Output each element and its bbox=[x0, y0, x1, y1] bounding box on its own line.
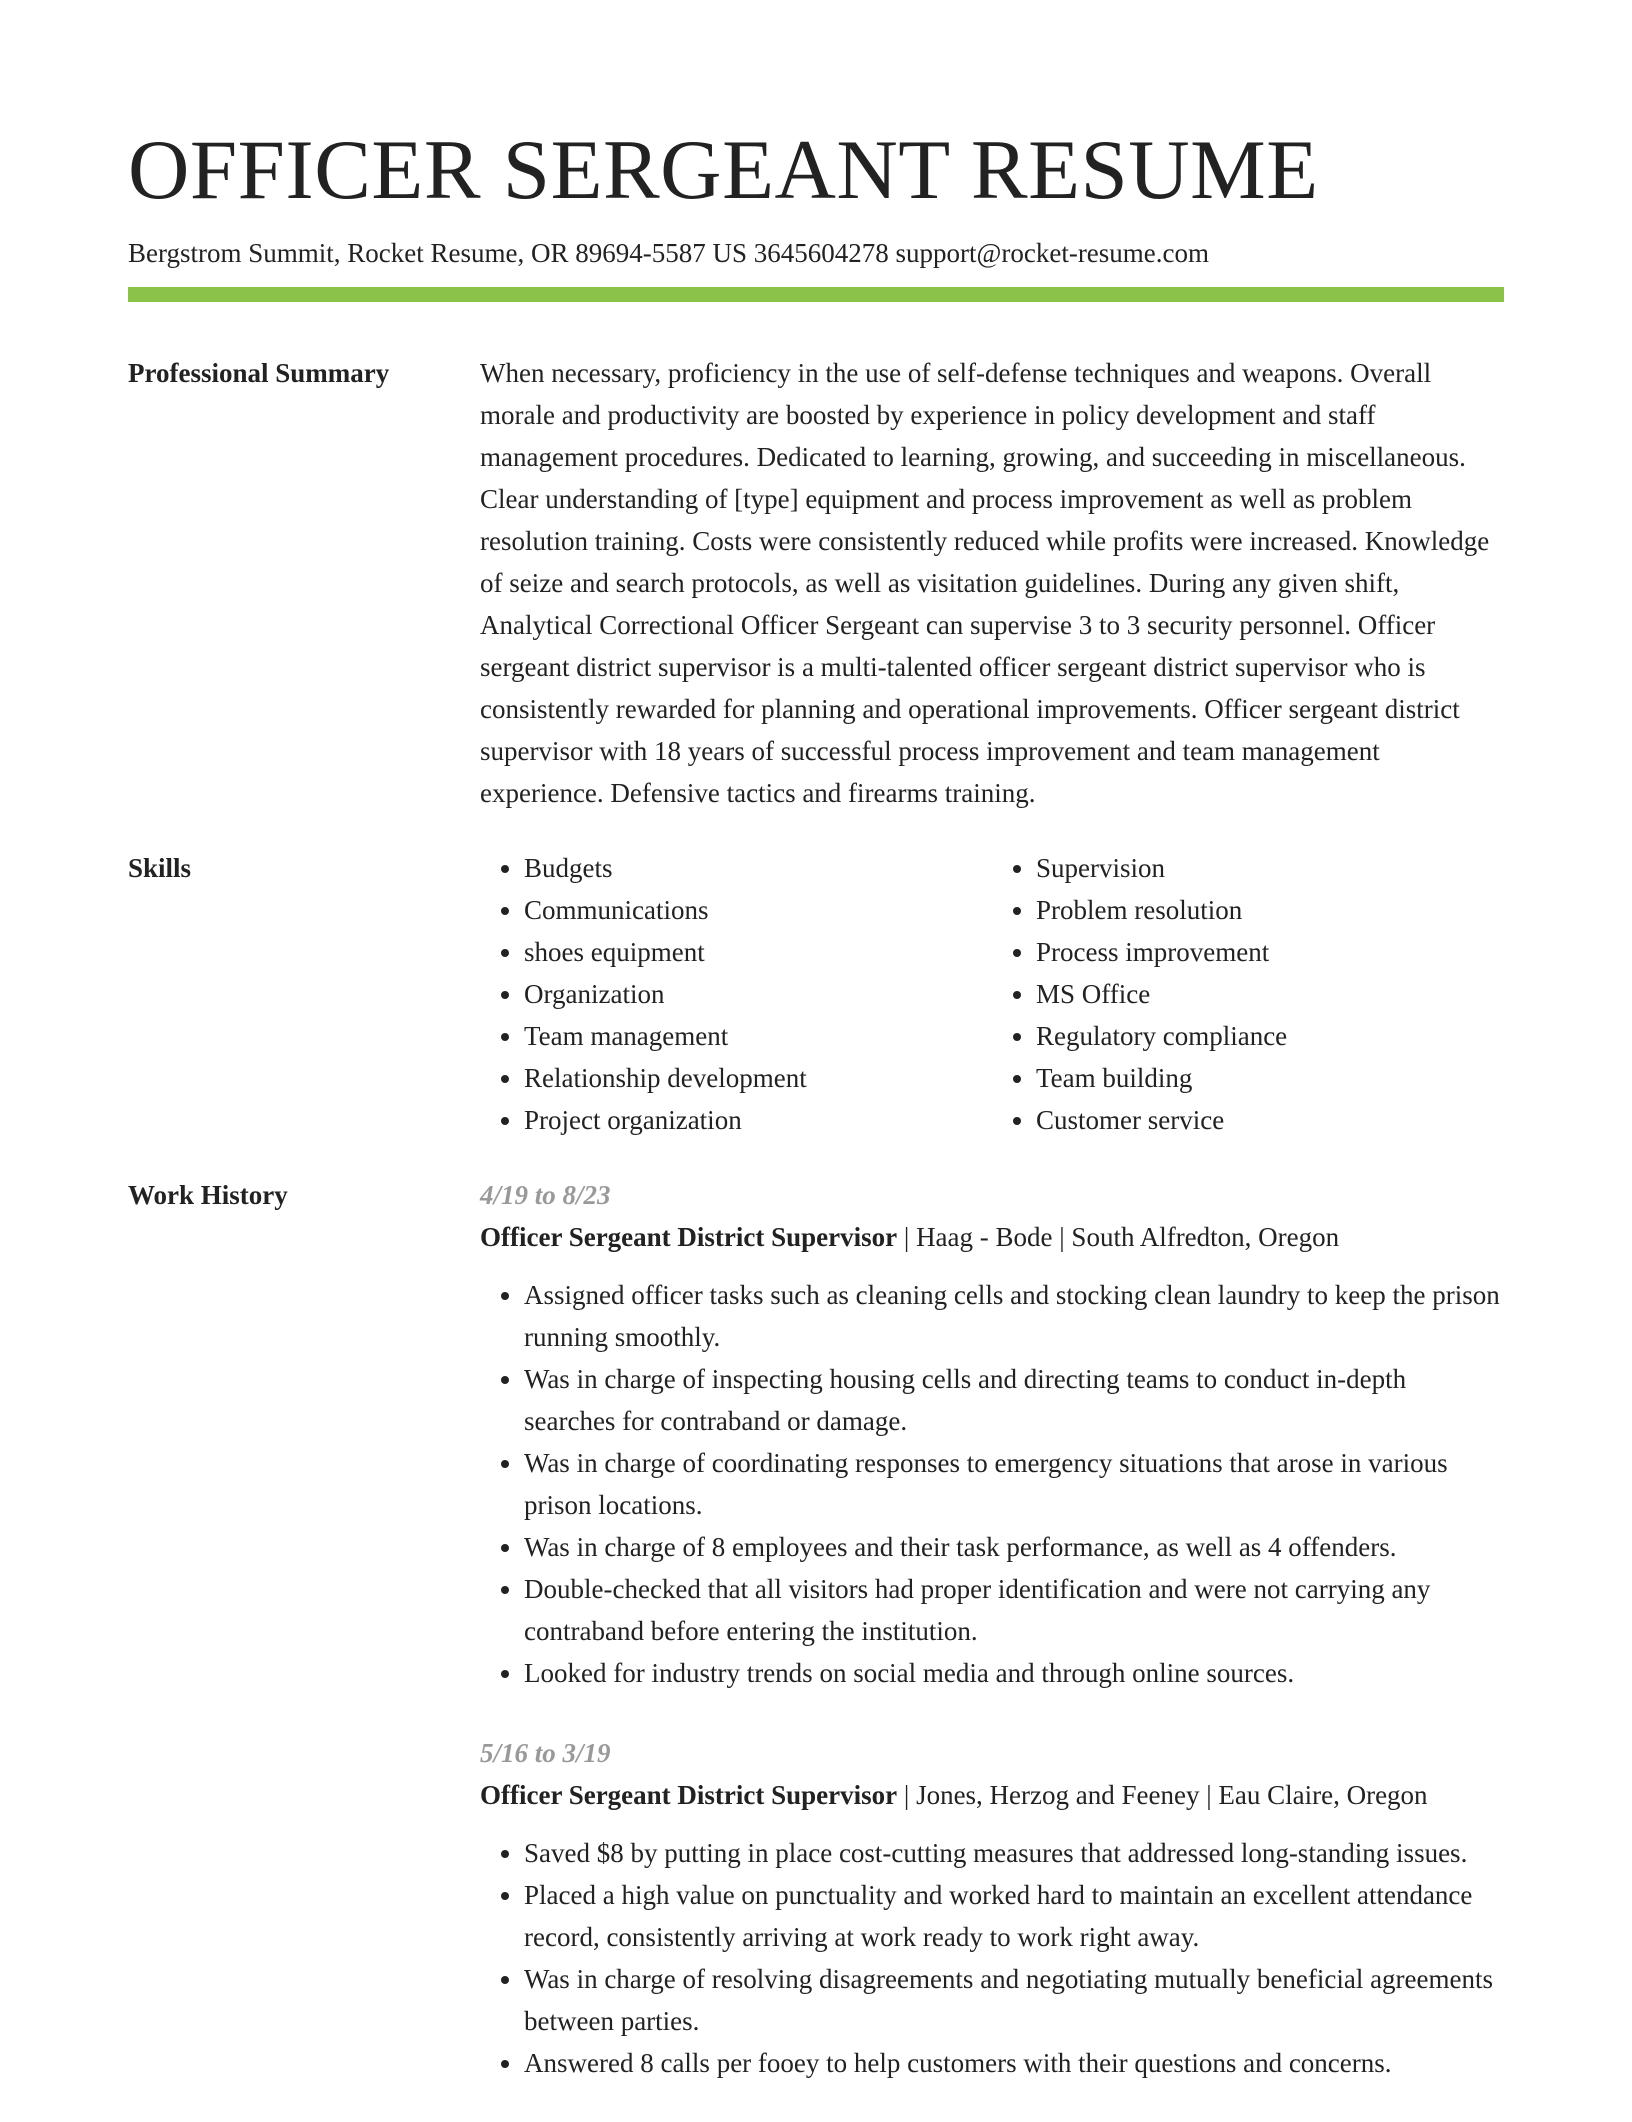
job-bullet: • Assigned officer tasks such as cleaning cells and stocking clean laundry to keep the prison running smoothly. bbox=[524, 1274, 1504, 1358]
header-divider bbox=[128, 287, 1504, 302]
job-bullet: • Was in charge of 8 employees and their task performance, as well as 4 offenders. bbox=[524, 1526, 1504, 1568]
skill-item: • Supervision bbox=[1036, 847, 1504, 889]
resume-title: OFFICER SERGEANT RESUME bbox=[128, 123, 1319, 217]
job-location: South Alfredton, Oregon bbox=[1071, 1222, 1340, 1252]
skill-item: • Process improvement bbox=[1036, 931, 1504, 973]
skill-item: • Regulatory compliance bbox=[1036, 1015, 1504, 1057]
skill-item: • Relationship development bbox=[524, 1057, 992, 1099]
resume-page bbox=[128, 120, 1504, 2122]
contact-address: Bergstrom Summit, Rocket Resume, OR 89694-5587 US bbox=[128, 238, 747, 268]
summary-text: When necessary, proficiency in the use of self-defense techniques and weapons. Overall morale and productivity are boosted by experience in policy development and staff management procedures. Dedicated to learning, growing, and succeeding in miscellaneous. Clear understanding of [type] equipment and process improvement as well as problem resolution training. Costs were consistently reduced while profits were increased. Knowledge of seize and search protocols, as well as visitation guidelines. During any given shift, Analytical Correctional Officer Sergeant can supervise 3 to 3 security personnel. Officer sergeant district supervisor is a multi-talented officer sergeant district supervisor who is consistently rewarded for planning and operational improvements. Officer sergeant district supervisor with 18 years of successful process improvement and team management experience. Defensive tactics and firearms training. bbox=[480, 358, 1490, 808]
contact-email: support@rocket-resume.com bbox=[895, 238, 1210, 268]
job-bullet: • Double-checked that all visitors had proper identification and were not carrying any contraband before entering the institution. bbox=[524, 1568, 1504, 1652]
work-history-section bbox=[128, 1174, 1504, 2122]
job-entry bbox=[480, 1732, 1504, 2084]
contact-phone: 3645604278 bbox=[753, 238, 889, 268]
job-bullet: • Placed a high value on punctuality and worked hard to maintain an excellent attendance record, consistently arriving at work ready to work right away. bbox=[524, 1874, 1504, 1958]
job-bullet: • Saved $8 by putting in place cost-cutting measures that addressed long-standing issues. bbox=[524, 1832, 1504, 1874]
job-bullet: • Was in charge of inspecting housing cells and directing teams to conduct in-depth searches for contraband or damage. bbox=[524, 1358, 1504, 1442]
job-dates: 4/19 to 8/23 bbox=[480, 1180, 611, 1210]
job-bullets bbox=[480, 1274, 1504, 1694]
skill-item: • Communications bbox=[524, 889, 992, 931]
summary-section bbox=[128, 352, 1504, 814]
job-company: Haag - Bode bbox=[916, 1222, 1053, 1252]
skills-list-right bbox=[992, 847, 1504, 1141]
contact-line bbox=[128, 235, 1504, 271]
job-title-line: Officer Sergeant District Supervisor | Jones, Herzog and Feeney | Eau Claire, Oregon bbox=[480, 1780, 1428, 1810]
job-title-line: Officer Sergeant District Supervisor | Haag - Bode | South Alfredton, Oregon bbox=[480, 1222, 1340, 1252]
skill-item: • Project organization bbox=[524, 1099, 992, 1141]
skill-item: • Team management bbox=[524, 1015, 992, 1057]
skills-section bbox=[128, 847, 1504, 1141]
work-history-heading: Work History bbox=[128, 1180, 288, 1210]
skill-item: • Team building bbox=[1036, 1057, 1504, 1099]
job-entry bbox=[480, 1174, 1504, 1694]
job-bullet: • Was in charge of coordinating responses to emergency situations that arose in various prison locations. bbox=[524, 1442, 1504, 1526]
summary-heading: Professional Summary bbox=[128, 358, 390, 388]
skill-item: • Organization bbox=[524, 973, 992, 1015]
job-bullets bbox=[480, 1832, 1504, 2084]
job-bullet: • Looked for industry trends on social media and through online sources. bbox=[524, 1652, 1504, 1694]
job-title: Officer Sergeant District Supervisor bbox=[480, 1780, 898, 1810]
skills-list-left bbox=[480, 847, 992, 1141]
job-location: Eau Claire, Oregon bbox=[1218, 1780, 1428, 1810]
skill-item: • shoes equipment bbox=[524, 931, 992, 973]
skills-heading: Skills bbox=[128, 853, 192, 883]
skill-item: • MS Office bbox=[1036, 973, 1504, 1015]
job-bullet: • Was in charge of resolving disagreements and negotiating mutually beneficial agreements between parties. bbox=[524, 1958, 1504, 2042]
skill-item: • Customer service bbox=[1036, 1099, 1504, 1141]
job-title: Officer Sergeant District Supervisor bbox=[480, 1222, 898, 1252]
job-dates: 5/16 to 3/19 bbox=[480, 1738, 611, 1768]
skill-item: • Budgets bbox=[524, 847, 992, 889]
skill-item: • Problem resolution bbox=[1036, 889, 1504, 931]
job-bullet: • Answered 8 calls per fooey to help customers with their questions and concerns. bbox=[524, 2042, 1504, 2084]
job-company: Jones, Herzog and Feeney bbox=[916, 1780, 1200, 1810]
